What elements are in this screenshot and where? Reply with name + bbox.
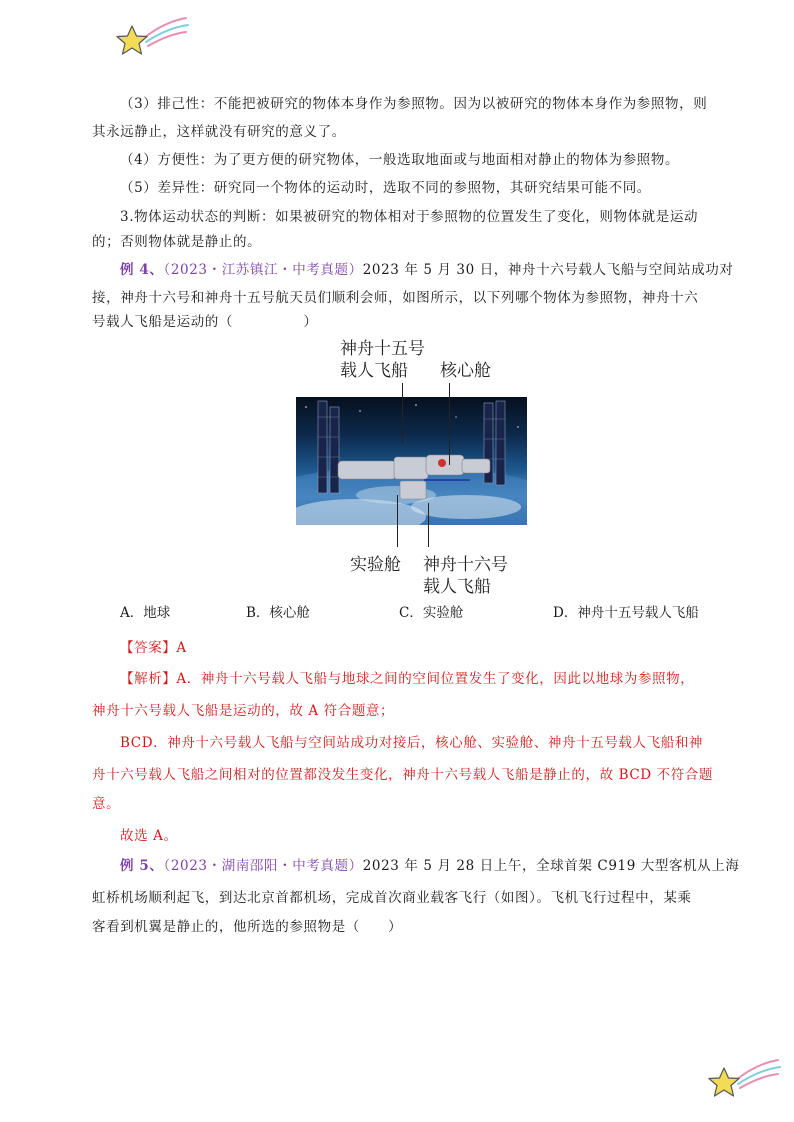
leader-core-module	[449, 383, 450, 465]
shooting-star-icon	[704, 1056, 782, 1104]
example-4-tag: 例 4、	[120, 262, 164, 278]
leader-shenzhou15	[402, 383, 403, 443]
paragraph-exclusivity: （3）排己性：不能把被研究的物体本身作为参照物。因为以被研究的物体本身作为参照物，则	[120, 96, 708, 112]
example-4-line1	[92, 256, 734, 284]
example-5-tag: 例 5、	[120, 858, 164, 874]
shooting-star-icon	[112, 14, 190, 62]
option-c: C．实验舱	[399, 605, 464, 621]
example-4-text: 2023 年 5 月 30 日，神舟十六号载人飞船与空间站成功对	[362, 262, 734, 278]
label-shenzhou15-line2: 载人飞船	[340, 361, 408, 381]
example-4-line2: 接，神舟十六号和神舟十五号航天员们顺利会师，如图所示，以下列哪个物体为参照物，神舟十六	[92, 290, 699, 306]
example-5-text: 2023 年 5 月 28 日上午，全球首架 C919 大型客机从上海	[362, 858, 740, 874]
paragraph-exclusivity-cont: 其永远静止，这样就没有研究的意义了。	[92, 124, 346, 140]
example-4-source: （2023・江苏镇江・中考真题）	[163, 262, 363, 278]
label-shenzhou16-line2: 载人飞船	[423, 577, 491, 597]
example-5-line1	[92, 852, 740, 880]
conclusion: 故选 A。	[120, 828, 178, 844]
option-b: B．核心舱	[246, 605, 310, 621]
label-lab-module: 实验舱	[350, 555, 401, 575]
paragraph-judgement-cont: 的；否则物体就是静止的。	[92, 234, 262, 250]
option-d: D．神舟十五号载人飞船	[553, 605, 699, 621]
paragraph-difference: （5）差异性：研究同一个物体的运动时，选取不同的参照物，其研究结果可能不同。	[120, 180, 651, 196]
example-5-source: （2023・湖南邵阳・中考真题）	[163, 858, 363, 874]
space-station-figure	[296, 335, 536, 603]
example-5-line2: 虹桥机场顺利起飞，到达北京首都机场，完成首次商业载客飞行（如图）。飞机飞行过程中，某乘	[92, 890, 692, 906]
leader-shenzhou16	[428, 503, 429, 547]
analysis-line3: BCD．神舟十六号载人飞船与空间站成功对接后，核心舱、实验舱、神舟十五号载人飞船和神	[120, 735, 704, 751]
paragraph-judgement: 3.物体运动状态的判断：如果被研究的物体相对于参照物的位置发生了变化，则物体就是运动	[120, 209, 699, 225]
option-a: A．地球	[120, 605, 171, 621]
example-4-line3: 号载人飞船是运动的（ ）	[92, 314, 318, 330]
analysis-line2: 神舟十六号载人飞船是运动的，故 A 符合题意；	[92, 703, 395, 719]
paragraph-convenience: （4）方便性：为了更方便的研究物体，一般选取地面或与地面相对静止的物体为参照物。	[120, 152, 680, 168]
analysis-line1: 【解析】A．神舟十六号载人飞船与地球之间的空间位置发生了变化，因此以地球为参照物，	[120, 671, 695, 687]
answer: 【答案】A	[120, 640, 187, 656]
leader-lab-module	[397, 495, 398, 547]
analysis-line5: 意。	[92, 796, 121, 812]
space-station-photo	[296, 397, 527, 525]
label-shenzhou16-line1: 神舟十六号	[423, 555, 508, 575]
label-core-module: 核心舱	[440, 361, 491, 381]
label-shenzhou15-line1: 神舟十五号	[340, 339, 425, 359]
analysis-line4: 舟十六号载人飞船之间相对的位置都没发生变化，神舟十六号载人飞船是静止的，故 BCD 不符合题	[92, 767, 714, 783]
example-5-line3: 客看到机翼是静止的，他所选的参照物是（ ）	[92, 919, 403, 935]
